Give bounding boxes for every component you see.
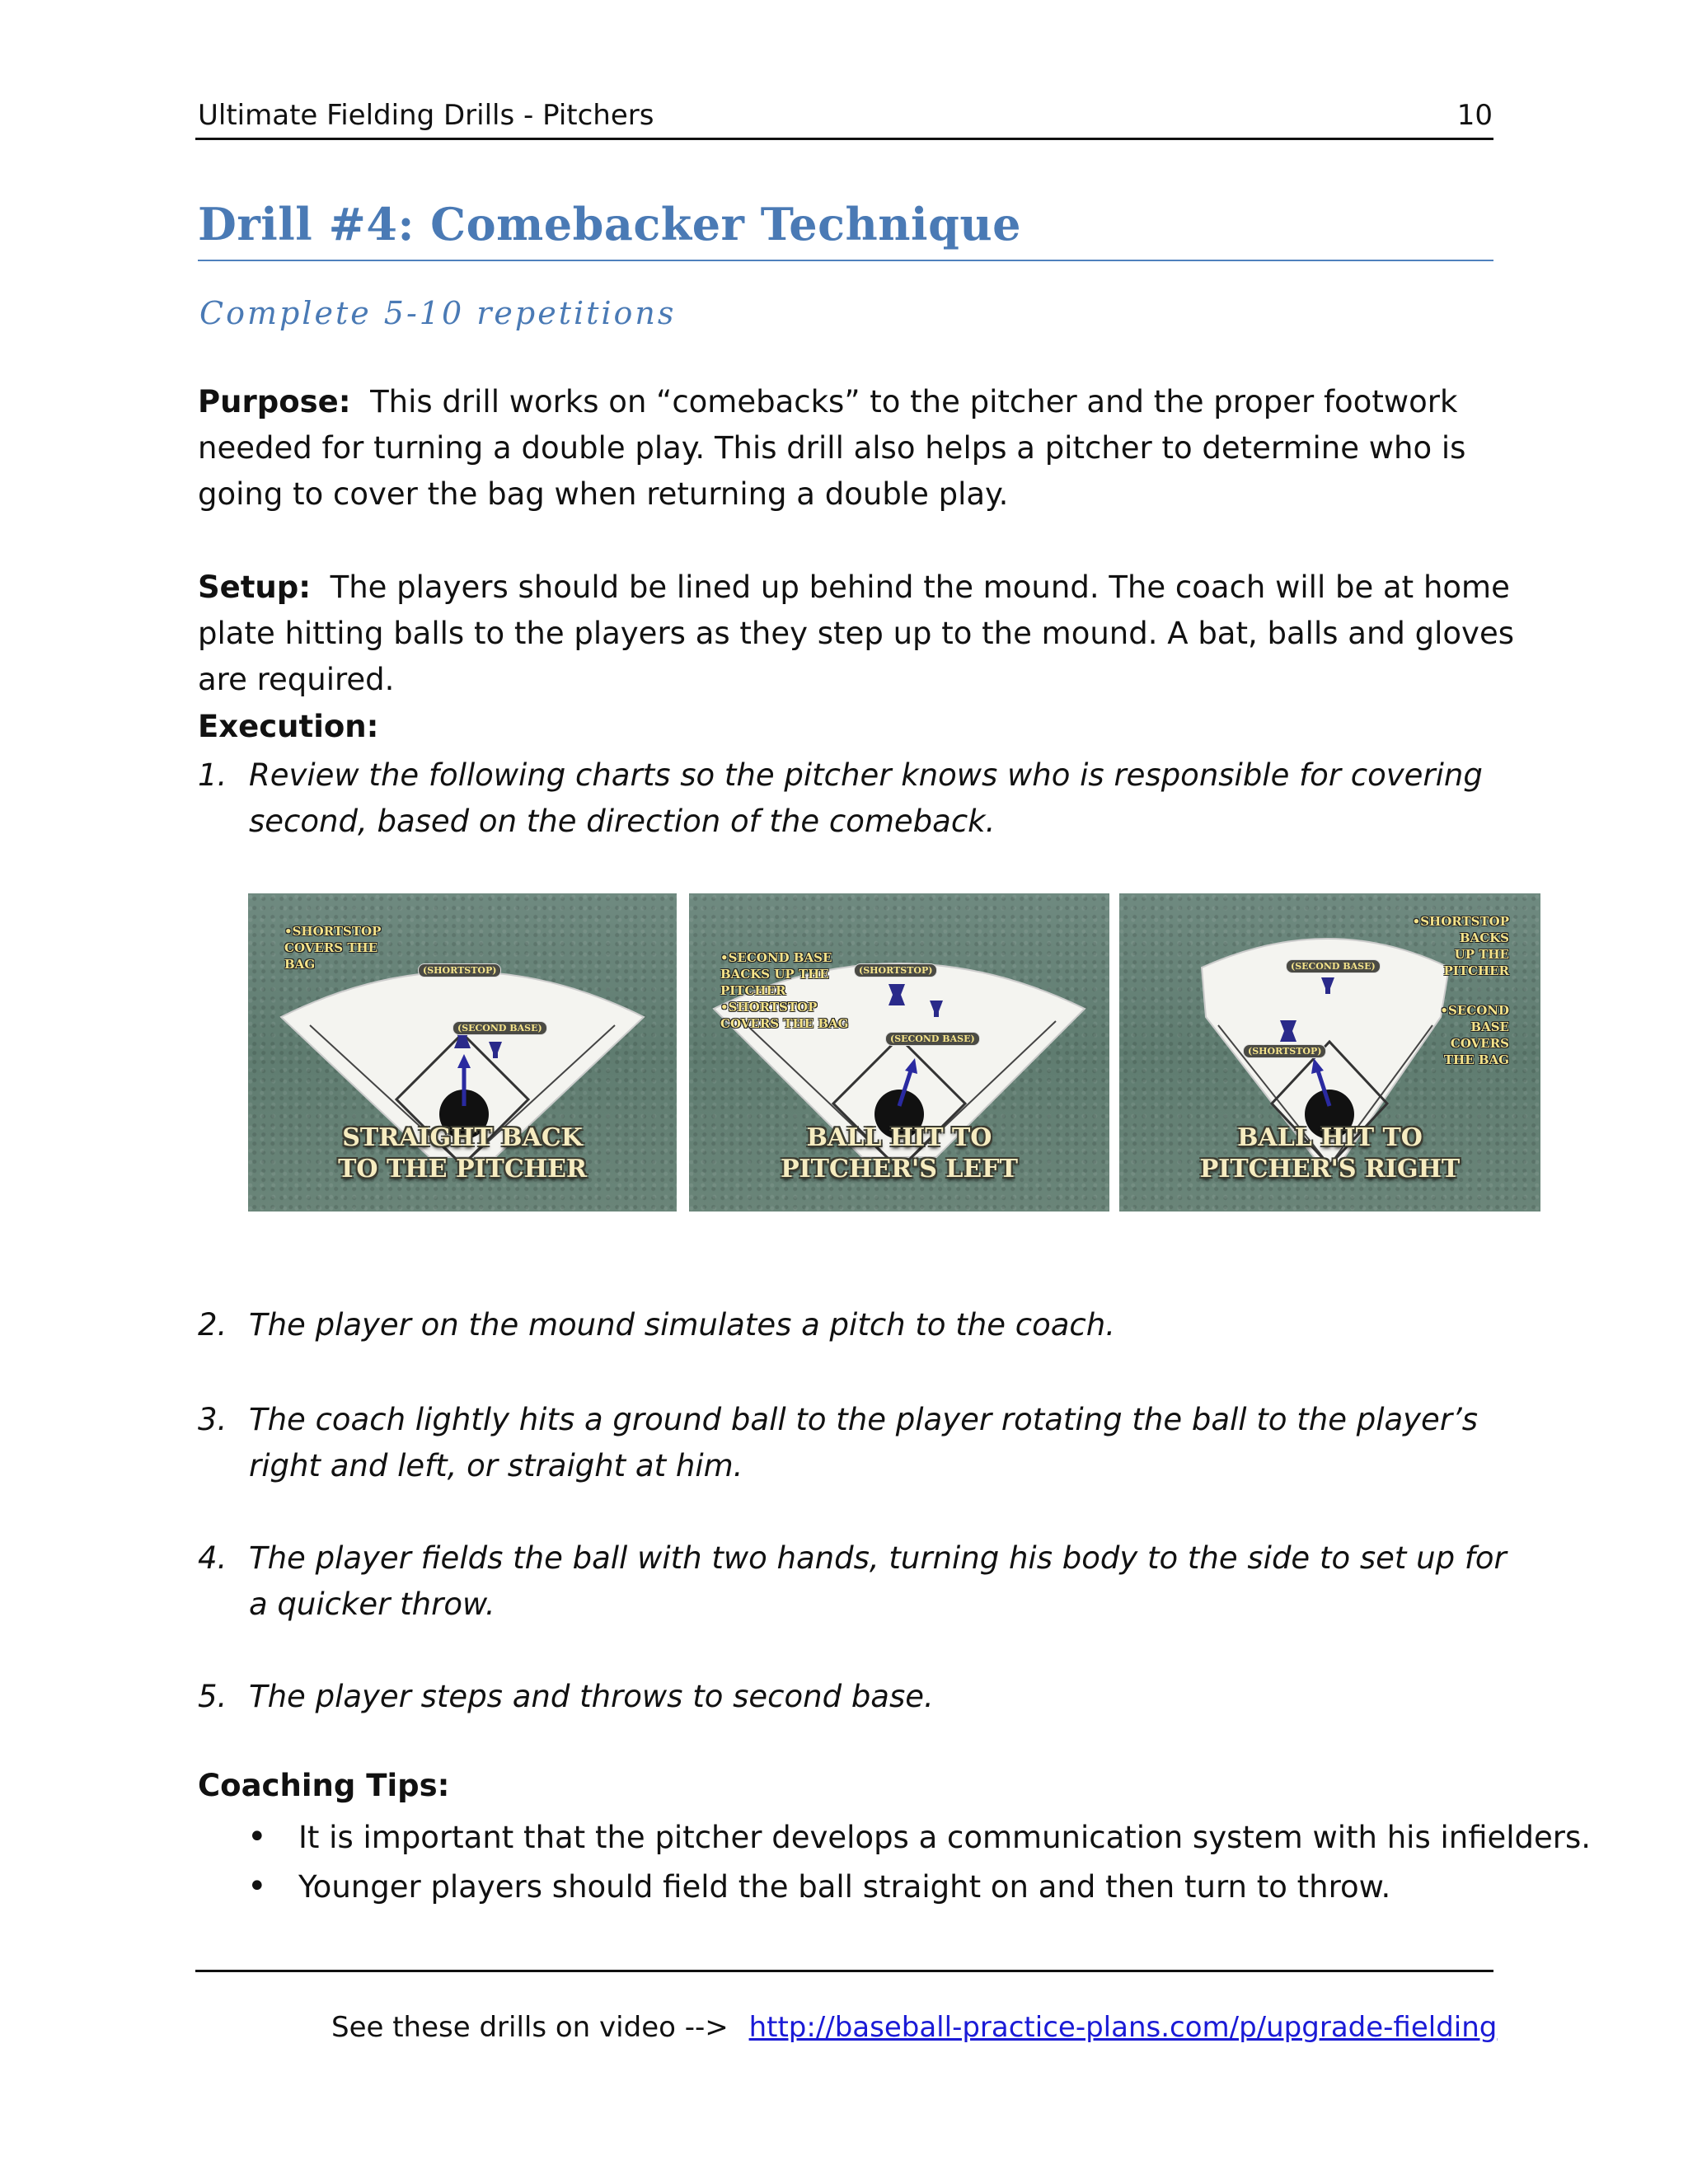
diagram-note-bottom: •SECOND BASE COVERS THE BAG (1440, 1003, 1509, 1067)
execution-step (198, 1397, 1533, 1489)
execution-step (198, 752, 1533, 845)
execution-step (198, 1302, 1533, 1348)
setup-label: Setup: (198, 569, 312, 605)
setup-paragraph (198, 565, 1517, 703)
diagram-note: •SHORTSTOP COVERS THE BAG (284, 924, 382, 972)
bullet-icon: • (247, 1818, 267, 1856)
running-header-title: Ultimate Fielding Drills - Pitchers (198, 99, 654, 132)
shortstop-tag: (SHORTSTOP) (418, 963, 501, 977)
tip-item (247, 1869, 1390, 1905)
diagram-straight-back (248, 893, 677, 1212)
diagram-pitchers-left (689, 893, 1109, 1212)
tip-item (247, 1820, 1591, 1855)
step-number: 5. (198, 1679, 227, 1714)
purpose-label: Purpose: (198, 384, 351, 419)
video-link[interactable]: http://baseball-practice-plans.com/p/upgrade-fielding (748, 2011, 1498, 2044)
shortstop-tag: (SHORTSTOP) (854, 963, 937, 977)
second-base-tag: (SECOND BASE) (452, 1021, 547, 1035)
coaching-tips-heading: Coaching Tips: (198, 1768, 450, 1803)
header-divider (195, 138, 1493, 140)
step-number: 4. (198, 1540, 227, 1576)
purpose-text: This drill works on “comebacks” to the pitcher and the proper footwork needed for turning a double play. This drill also helps a pitcher to determine who is going to cover the bag when returning a double play. (198, 384, 1466, 512)
step-text: The player fields the ball with two hands, turning his body to the side to set up for a quicker throw. (249, 1540, 1507, 1622)
execution-step (198, 1535, 1533, 1628)
shortstop-tag: (SHORTSTOP) (1243, 1044, 1326, 1058)
step-text: The coach lightly hits a ground ball to the player rotating the ball to the player’s right and left, or straight at him. (249, 1402, 1479, 1483)
footer (331, 2011, 1497, 2044)
step-number: 1. (198, 757, 227, 793)
execution-heading: Execution: (198, 709, 379, 744)
diagram-pitchers-right (1119, 893, 1540, 1212)
step-text: Review the following charts so the pitcher knows who is responsible for covering second, based on the direction of the comeback. (249, 757, 1483, 839)
title-divider (198, 260, 1493, 261)
diagram-caption: STRAIGHT BACK TO THE PITCHER (338, 1123, 587, 1183)
repetitions-subtitle: Complete 5-10 repetitions (199, 295, 677, 331)
step-number: 2. (198, 1307, 227, 1343)
drill-title: Drill #4: Comebacker Technique (198, 198, 1021, 251)
execution-step (198, 1674, 1533, 1720)
diagram-note: •SECOND BASE BACKS UP THE PITCHER •SHORTSTOP COVERS THE BAG (720, 950, 849, 1031)
tip-text: It is important that the pitcher develops a communication system with his infielders. (298, 1820, 1592, 1855)
purpose-paragraph (198, 379, 1517, 518)
step-text: The player steps and throws to second base. (249, 1679, 934, 1714)
diagram-caption: BALL HIT TO PITCHER'S LEFT (781, 1123, 1018, 1183)
page-number: 10 (1456, 99, 1493, 132)
setup-text: The players should be lined up behind the mound. The coach will be at home plate hitting balls to the players as they step up to the mound. A bat, balls and gloves are required. (198, 569, 1514, 697)
second-base-tag: (SECOND BASE) (1286, 959, 1381, 973)
step-text: The player on the mound simulates a pitch to the coach. (249, 1307, 1115, 1343)
step-number: 3. (198, 1402, 227, 1437)
tip-text: Younger players should field the ball straight on and then turn to throw. (298, 1869, 1391, 1905)
bullet-icon: • (247, 1868, 267, 1905)
second-base-tag: (SECOND BASE) (885, 1032, 980, 1046)
diagram-note-top: •SHORTSTOP BACKS UP THE PITCHER (1412, 914, 1509, 978)
diagram-caption: BALL HIT TO PITCHER'S RIGHT (1199, 1123, 1461, 1183)
footer-text: See these drills on video --> (331, 2011, 729, 2044)
footer-divider (195, 1970, 1493, 1972)
